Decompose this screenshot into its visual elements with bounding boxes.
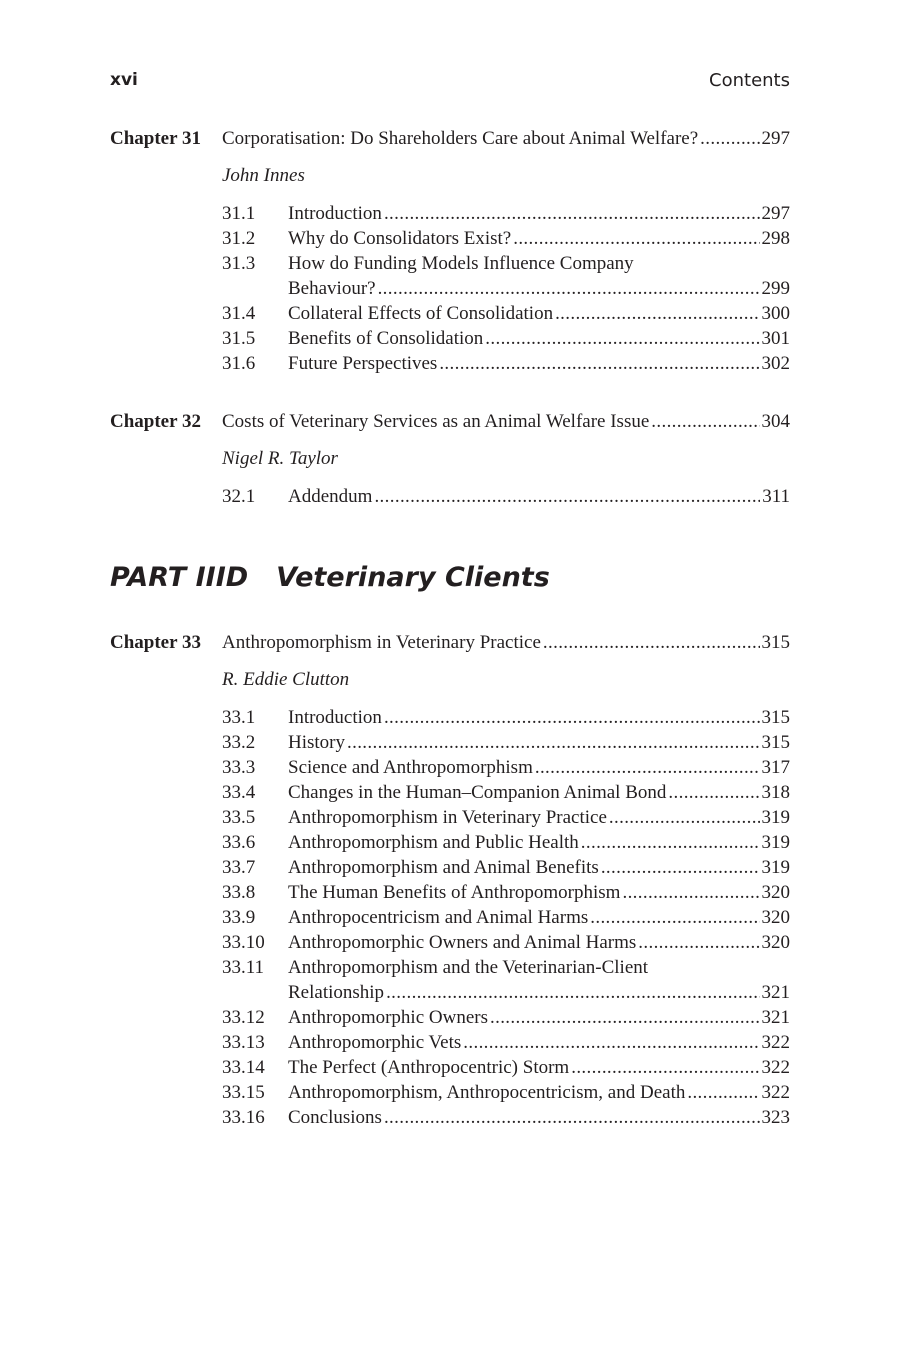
chapter-title-row bbox=[222, 630, 790, 655]
section-title: Anthropomorphic Vets bbox=[288, 1032, 462, 1053]
dot-leader bbox=[609, 805, 760, 830]
section-number: 33.16 bbox=[222, 1107, 265, 1128]
dot-leader bbox=[581, 830, 760, 855]
section-page-number: 298 bbox=[761, 228, 790, 249]
section-page-number: 322 bbox=[761, 1082, 790, 1103]
section-list bbox=[110, 201, 790, 376]
chapter-author: R. Eddie Clutton bbox=[222, 669, 350, 690]
section-number: 31.4 bbox=[222, 303, 256, 324]
dot-leader bbox=[384, 705, 760, 730]
dot-leader bbox=[485, 326, 759, 351]
section-body bbox=[288, 705, 790, 730]
section-page-number: 302 bbox=[761, 353, 790, 374]
section-page-number: 321 bbox=[761, 1007, 790, 1028]
section-page-number: 315 bbox=[761, 707, 790, 728]
section-list bbox=[110, 705, 790, 1130]
section-entry bbox=[110, 326, 790, 351]
section-entry bbox=[110, 705, 790, 730]
section-title-line bbox=[288, 880, 790, 905]
section-number: 33.13 bbox=[222, 1032, 265, 1053]
chapter-33-entry bbox=[110, 630, 790, 1130]
section-body bbox=[288, 855, 790, 880]
section-page-number: 322 bbox=[761, 1057, 790, 1078]
section-page-number: 317 bbox=[761, 757, 790, 778]
dot-leader bbox=[543, 630, 760, 655]
dot-leader bbox=[601, 855, 760, 880]
section-body bbox=[288, 251, 790, 301]
section-title-line bbox=[288, 251, 790, 276]
section-entry bbox=[110, 301, 790, 326]
chapter-heading-line bbox=[110, 126, 790, 151]
section-title: Anthropomorphism and Animal Benefits bbox=[288, 857, 599, 878]
section-number: 33.15 bbox=[222, 1082, 265, 1103]
section-title-line bbox=[288, 980, 790, 1005]
section-entry bbox=[110, 351, 790, 376]
section-title-line bbox=[288, 755, 790, 780]
section-title-line bbox=[288, 484, 790, 509]
section-title: Anthropomorphism, Anthropocentricism, and Death bbox=[288, 1082, 686, 1103]
section-number: 31.6 bbox=[222, 353, 256, 374]
section-number: 31.1 bbox=[222, 203, 256, 224]
section-number: 33.4 bbox=[222, 782, 256, 803]
dot-leader bbox=[638, 930, 759, 955]
section-entry bbox=[110, 880, 790, 905]
section-body bbox=[288, 930, 790, 955]
chapter-page-number: 315 bbox=[761, 632, 790, 653]
dot-leader bbox=[571, 1055, 759, 1080]
section-title-line bbox=[288, 351, 790, 376]
section-title-line bbox=[288, 805, 790, 830]
dot-leader bbox=[374, 484, 760, 509]
section-body bbox=[288, 830, 790, 855]
section-entry bbox=[110, 955, 790, 1005]
section-entry bbox=[110, 1080, 790, 1105]
section-entry bbox=[110, 201, 790, 226]
section-number: 31.3 bbox=[222, 253, 256, 274]
section-number: 33.3 bbox=[222, 757, 256, 778]
section-title-line bbox=[288, 705, 790, 730]
section-entry bbox=[110, 1030, 790, 1055]
part-title: Veterinary Clients bbox=[276, 562, 550, 593]
dot-leader bbox=[622, 880, 759, 905]
section-title-line bbox=[288, 1005, 790, 1030]
section-body bbox=[288, 905, 790, 930]
section-body bbox=[288, 780, 790, 805]
section-title: The Human Benefits of Anthropomorphism bbox=[288, 882, 621, 903]
chapter-31-entry bbox=[110, 126, 790, 376]
section-number: 33.7 bbox=[222, 857, 256, 878]
section-title: Anthropomorphism and the Veterinarian-Client bbox=[288, 957, 649, 978]
section-entry bbox=[110, 855, 790, 880]
section-title: The Perfect (Anthropocentric) Storm bbox=[288, 1057, 570, 1078]
running-head: Contents bbox=[709, 70, 790, 91]
chapter-heading-line bbox=[110, 409, 790, 434]
section-entry bbox=[110, 1105, 790, 1130]
dot-leader bbox=[700, 126, 759, 151]
dot-leader bbox=[463, 1030, 759, 1055]
section-number: 33.6 bbox=[222, 832, 256, 853]
section-body bbox=[288, 301, 790, 326]
section-page-number: 320 bbox=[761, 882, 790, 903]
section-body bbox=[288, 351, 790, 376]
part-heading bbox=[110, 562, 550, 593]
chapter-label: Chapter 32 bbox=[110, 411, 201, 432]
section-body bbox=[288, 1080, 790, 1105]
section-title: Introduction bbox=[288, 203, 382, 224]
section-title-line bbox=[288, 201, 790, 226]
section-body bbox=[288, 226, 790, 251]
section-title-line bbox=[288, 905, 790, 930]
dot-leader bbox=[535, 755, 760, 780]
dot-leader bbox=[439, 351, 759, 376]
chapter-title: Costs of Veterinary Services as an Animal Welfare Issue bbox=[222, 411, 650, 432]
section-body bbox=[288, 1055, 790, 1080]
section-body bbox=[288, 484, 790, 509]
section-title-line bbox=[288, 226, 790, 251]
section-title-line bbox=[288, 1080, 790, 1105]
section-entry bbox=[110, 251, 790, 301]
section-title-line bbox=[288, 1030, 790, 1055]
section-page-number: 319 bbox=[761, 832, 790, 853]
section-title-line bbox=[288, 1055, 790, 1080]
section-title: Collateral Effects of Consolidation bbox=[288, 303, 554, 324]
section-title: Benefits of Consolidation bbox=[288, 328, 484, 349]
section-page-number: 318 bbox=[761, 782, 790, 803]
section-number: 33.8 bbox=[222, 882, 256, 903]
section-number: 33.1 bbox=[222, 707, 256, 728]
dot-leader bbox=[490, 1005, 760, 1030]
section-body bbox=[288, 730, 790, 755]
section-title: History bbox=[288, 732, 345, 753]
chapter-label: Chapter 33 bbox=[110, 632, 201, 653]
section-title: Introduction bbox=[288, 707, 382, 728]
section-title-line bbox=[288, 301, 790, 326]
section-page-number: 319 bbox=[761, 857, 790, 878]
section-title: Anthropocentricism and Animal Harms bbox=[288, 907, 589, 928]
dot-leader bbox=[590, 905, 759, 930]
chapter-page-number: 304 bbox=[761, 411, 790, 432]
dot-leader bbox=[386, 980, 759, 1005]
section-entry bbox=[110, 930, 790, 955]
section-title: How do Funding Models Influence Company bbox=[288, 253, 634, 274]
section-body bbox=[288, 955, 790, 1005]
section-title-line bbox=[288, 1105, 790, 1130]
page-header bbox=[110, 70, 790, 94]
dot-leader bbox=[513, 226, 759, 251]
section-entry bbox=[110, 905, 790, 930]
section-number: 33.14 bbox=[222, 1057, 265, 1078]
page-number: xvi bbox=[110, 70, 138, 90]
section-body bbox=[288, 1105, 790, 1130]
section-number: 33.10 bbox=[222, 932, 265, 953]
section-page-number: 311 bbox=[762, 486, 790, 507]
chapter-title: Corporatisation: Do Shareholders Care about Animal Welfare? bbox=[222, 128, 699, 149]
section-page-number: 300 bbox=[761, 303, 790, 324]
dot-leader bbox=[555, 301, 759, 326]
section-title-line bbox=[288, 930, 790, 955]
section-title: Anthropomorphic Owners bbox=[288, 1007, 488, 1028]
section-entry bbox=[110, 730, 790, 755]
section-page-number: 301 bbox=[761, 328, 790, 349]
section-title-line bbox=[288, 276, 790, 301]
section-title: Changes in the Human–Companion Animal Bond bbox=[288, 782, 667, 803]
section-entry bbox=[110, 805, 790, 830]
section-body bbox=[288, 805, 790, 830]
section-number: 33.9 bbox=[222, 907, 256, 928]
dot-leader bbox=[687, 1080, 759, 1105]
section-title-line bbox=[288, 955, 790, 980]
chapter-heading-line bbox=[110, 630, 790, 655]
chapter-title: Anthropomorphism in Veterinary Practice bbox=[222, 632, 541, 653]
section-title: Anthropomorphism in Veterinary Practice bbox=[288, 807, 607, 828]
section-title-line bbox=[288, 780, 790, 805]
section-title-line bbox=[288, 730, 790, 755]
section-list bbox=[110, 484, 790, 509]
section-entry bbox=[110, 755, 790, 780]
dot-leader bbox=[384, 1105, 760, 1130]
part-label: PART IIID bbox=[110, 562, 249, 593]
section-title: Why do Consolidators Exist? bbox=[288, 228, 512, 249]
section-number: 33.2 bbox=[222, 732, 256, 753]
section-body bbox=[288, 201, 790, 226]
section-body bbox=[288, 755, 790, 780]
section-title: Behaviour? bbox=[288, 278, 376, 299]
section-page-number: 322 bbox=[761, 1032, 790, 1053]
section-number: 31.2 bbox=[222, 228, 256, 249]
chapter-title-row bbox=[222, 409, 790, 434]
section-title: Anthropomorphism and Public Health bbox=[288, 832, 579, 853]
section-page-number: 321 bbox=[761, 982, 790, 1003]
section-title: Addendum bbox=[288, 486, 373, 507]
section-page-number: 320 bbox=[761, 932, 790, 953]
section-title: Relationship bbox=[288, 982, 385, 1003]
section-title-line bbox=[288, 326, 790, 351]
section-page-number: 297 bbox=[761, 203, 790, 224]
section-number: 33.11 bbox=[222, 957, 265, 978]
section-entry bbox=[110, 780, 790, 805]
chapter-32-entry bbox=[110, 409, 790, 509]
section-number: 32.1 bbox=[222, 486, 256, 507]
section-entry bbox=[110, 1055, 790, 1080]
chapter-title-row bbox=[222, 126, 790, 151]
section-title-line bbox=[288, 830, 790, 855]
chapter-label: Chapter 31 bbox=[110, 128, 201, 149]
section-title: Anthropomorphic Owners and Animal Harms bbox=[288, 932, 637, 953]
section-title: Future Perspectives bbox=[288, 353, 438, 374]
chapter-author: John Innes bbox=[222, 165, 305, 186]
dot-leader bbox=[378, 276, 760, 301]
section-body bbox=[288, 1030, 790, 1055]
chapter-page-number: 297 bbox=[761, 128, 790, 149]
dot-leader bbox=[384, 201, 760, 226]
section-page-number: 319 bbox=[761, 807, 790, 828]
dot-leader bbox=[668, 780, 759, 805]
section-title-line bbox=[288, 855, 790, 880]
section-page-number: 320 bbox=[761, 907, 790, 928]
section-entry bbox=[110, 484, 790, 509]
section-body bbox=[288, 326, 790, 351]
section-page-number: 323 bbox=[761, 1107, 790, 1128]
section-title: Conclusions bbox=[288, 1107, 382, 1128]
section-number: 33.12 bbox=[222, 1007, 265, 1028]
section-body bbox=[288, 1005, 790, 1030]
section-title: Science and Anthropomorphism bbox=[288, 757, 533, 778]
dot-leader bbox=[651, 409, 759, 434]
section-entry bbox=[110, 1005, 790, 1030]
dot-leader bbox=[347, 730, 760, 755]
section-number: 31.5 bbox=[222, 328, 256, 349]
section-page-number: 315 bbox=[761, 732, 790, 753]
section-page-number: 299 bbox=[761, 278, 790, 299]
section-body bbox=[288, 880, 790, 905]
chapter-author: Nigel R. Taylor bbox=[222, 448, 338, 469]
section-number: 33.5 bbox=[222, 807, 256, 828]
section-entry bbox=[110, 226, 790, 251]
section-entry bbox=[110, 830, 790, 855]
